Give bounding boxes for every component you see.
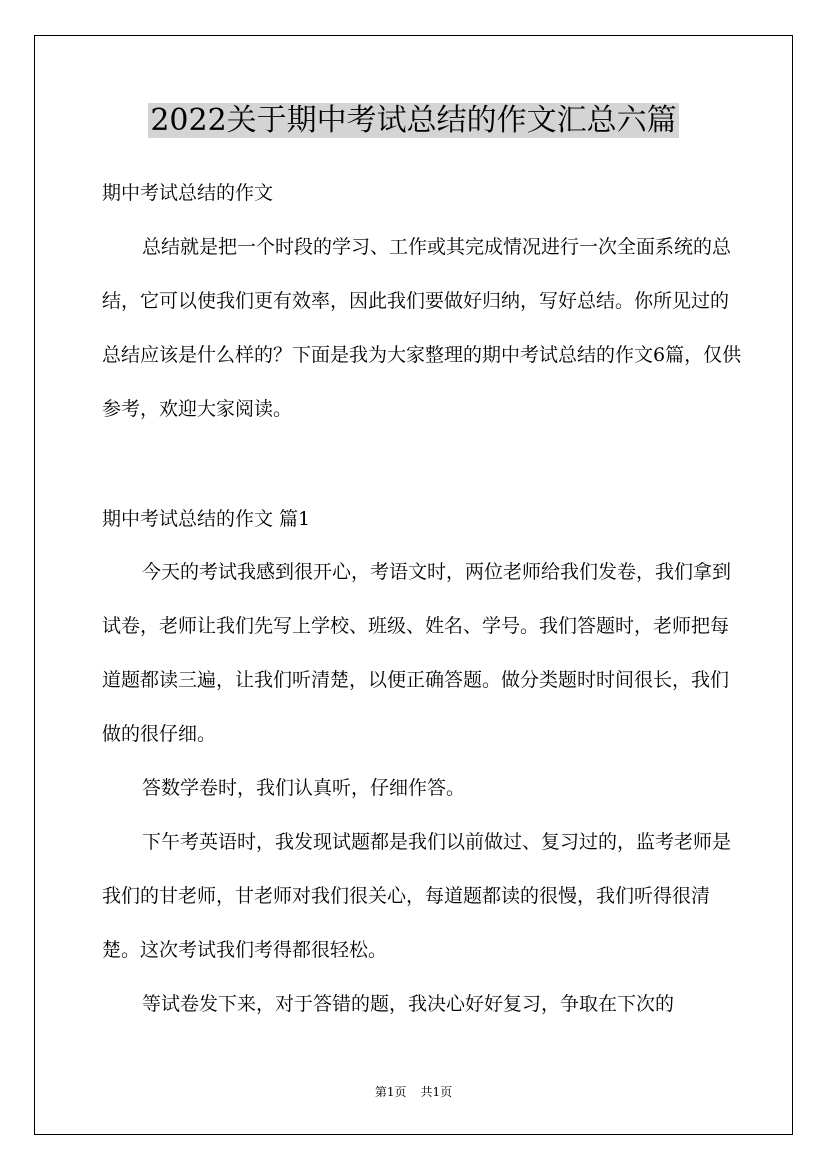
intro-heading: 期中考试总结的作文 <box>102 182 274 204</box>
body-paragraph: 答数学卷时，我们认真听，仔细作答。 <box>142 777 466 799</box>
body-paragraph: 今天的考试我感到很开心，考语文时，两位老师给我们发卷，我们拿到试卷，老师让我们先写上学校、班级、姓名、学号。我们答题时，老师把每道题都读三遍，让我们听清楚，以便正确答题。做分类题时时间很长，我们做的很仔细。 <box>102 561 732 745</box>
body-paragraph: 等试卷发下来，对于答错的题，我决心好好复习，争取在下次的 <box>142 993 675 1015</box>
document-title-text: 2022关于期中考试总结的作文汇总六篇 <box>150 103 677 138</box>
page-footer <box>0 1083 827 1100</box>
section-heading: 期中考试总结的作文 篇1 <box>102 508 311 530</box>
intro-paragraph: 总结就是把一个时段的学习、工作或其完成情况进行一次全面系统的总结，它可以使我们更有效率，因此我们要做好归纳，写好总结。你所见过的总结应该是什么样的？下面是我为大家整理的期中考试总结的作文6篇，仅供参考，欢迎大家阅读。 <box>102 236 742 420</box>
body-paragraph: 下午考英语时，我发现试题都是我们以前做过、复习过的，监考老师是我们的甘老师，甘老师对我们很关心，每道题都读的很慢，我们听得很清楚。这次考试我们考得都很轻松。 <box>102 831 732 961</box>
page-total: 共1页 <box>420 1085 453 1099</box>
page-number: 第1页 <box>374 1085 407 1099</box>
document-title <box>0 100 827 142</box>
